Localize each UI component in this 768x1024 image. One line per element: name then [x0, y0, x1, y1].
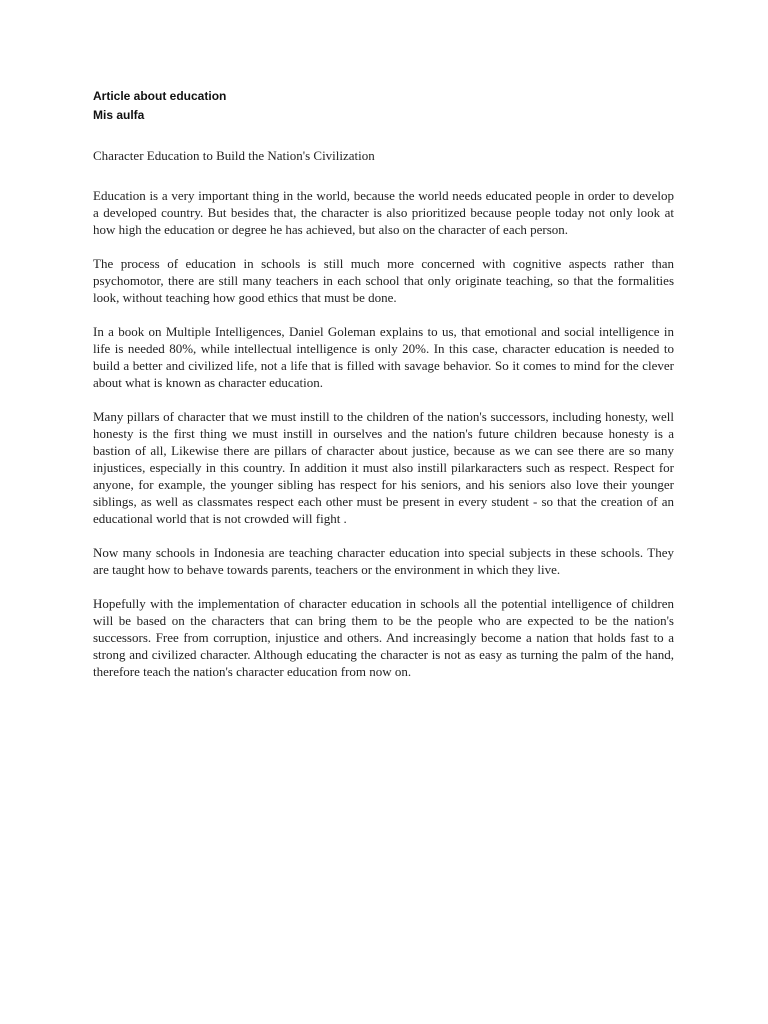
- article-body: [93, 187, 674, 697]
- article-title: Character Education to Build the Nation's Civilization: [93, 148, 375, 163]
- paragraph-3: In a book on Multiple Intelligences, Daniel Goleman explains to us, that emotional and social intelligence in life is needed 80%, while intellectual intelligence is only 20%. In this case, character education is needed to build a better and civilized life, not a life that is filled with savage behavior. So it comes to mind for the clever about what is known as character education.: [93, 324, 674, 390]
- header-label: Article about education: [93, 89, 227, 103]
- paragraph-4: Many pillars of character that we must instill to the children of the nation's successors, including honesty, well honesty is the first thing we must instill in ourselves and the nation's future children because honesty is a bastion of all, Likewise there are pillars of character about justice, because as we can see there are so many injustices, especially in this country. In addition it must also instill pilarkaracters such as respect. Respect for anyone, for example, the younger sibling has respect for his seniors, and his seniors also love their younger siblings, as well as classmates respect each other must be present in every student - so that the creation of an educational world that is not crowded will fight .: [93, 409, 674, 526]
- paragraph-1: Education is a very important thing in the world, because the world needs educated people in order to develop a developed country. But besides that, the character is also prioritized because people today not only look at how high the education or degree he has achieved, but also on the character of each person.: [93, 188, 674, 237]
- author-name: Mis aulfa: [93, 108, 145, 122]
- paragraph-5: Now many schools in Indonesia are teaching character education into special subjects in these schools. They are taught how to behave towards parents, teachers or the environment in which they live.: [93, 545, 674, 577]
- paragraph-6: Hopefully with the implementation of character education in schools all the potential intelligence of children will be based on the characters that can bring them to be the people who are expected to be the nation's successors. Free from corruption, injustice and others. And increasingly become a nation that holds fast to a strong and civilized character. Although educating the character is not as easy as turning the palm of the hand, therefore teach the nation's character education from now on.: [93, 596, 674, 679]
- paragraph-2: The process of education in schools is still much more concerned with cognitive aspects rather than psychomotor, there are still many teachers in each school that only originate teaching, so that the formalities look, without teaching how good ethics that must be done.: [93, 256, 674, 305]
- document-header: [93, 87, 226, 125]
